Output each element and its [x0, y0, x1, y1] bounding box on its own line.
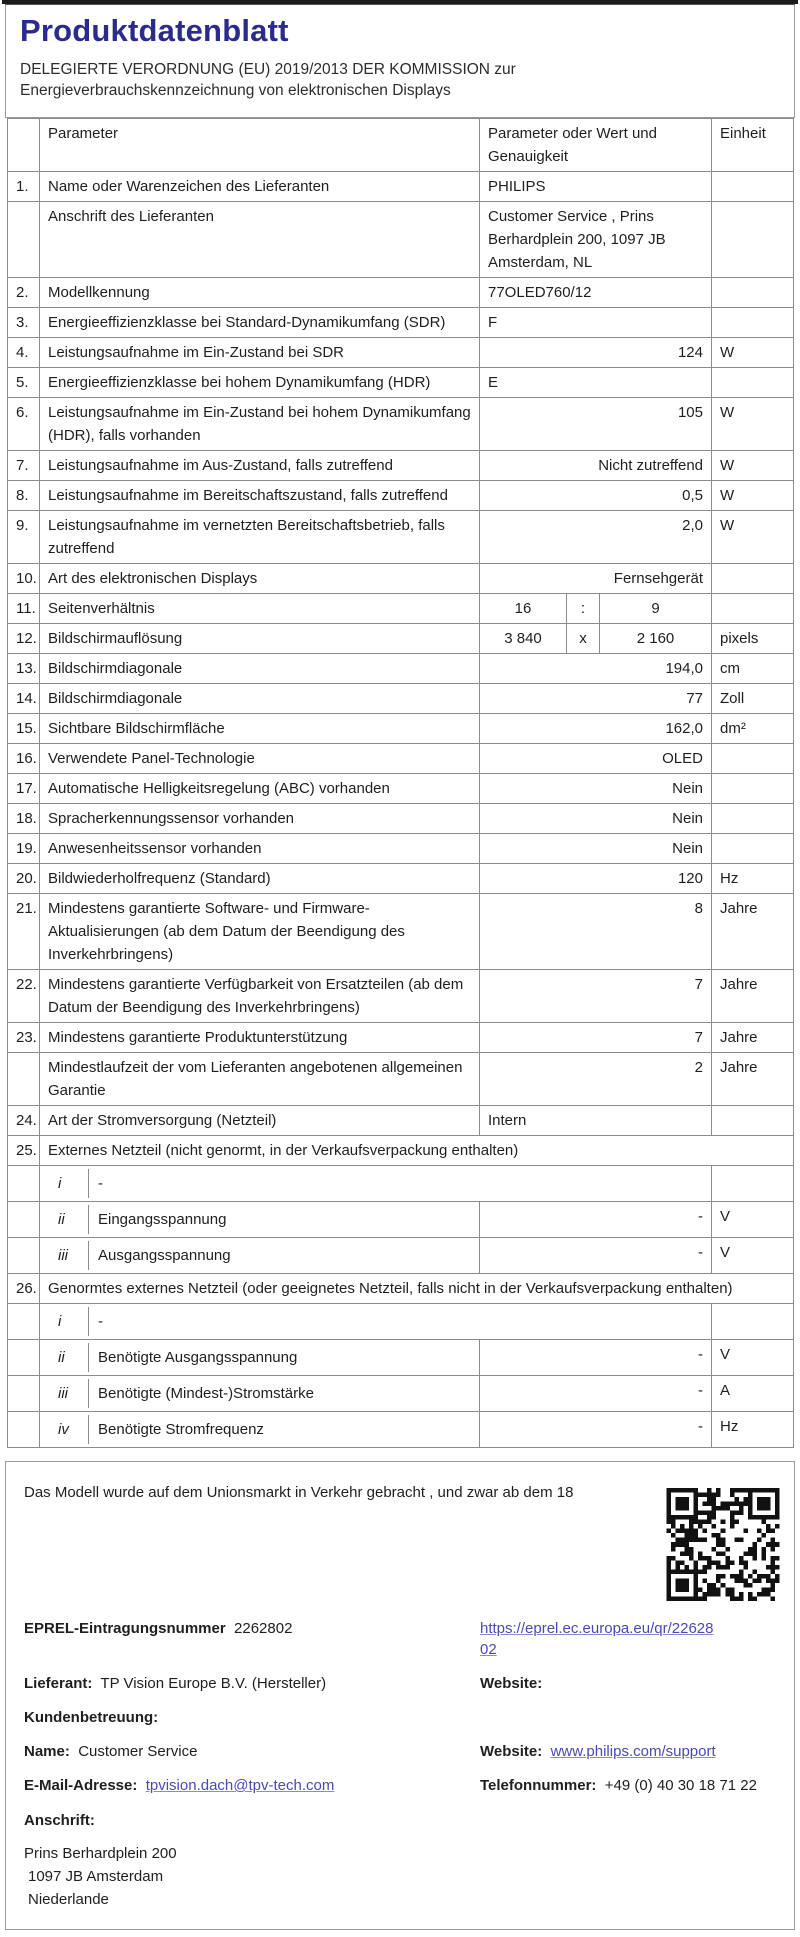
- section-label-cell: Externes Netzteil (nicht genormt, in der Verkaufsverpackung enthalten): [40, 1136, 794, 1166]
- row-number-cell: 14.: [8, 684, 40, 714]
- value-cell: 7: [480, 970, 712, 1023]
- sub-parameter-cell: [40, 1304, 712, 1340]
- value-cell: PHILIPS: [480, 172, 712, 202]
- table-row: [8, 804, 794, 834]
- table-row: [8, 714, 794, 744]
- table-row: [8, 202, 794, 278]
- supplier-label: Lieferant:: [24, 1675, 93, 1692]
- footer-details: [24, 1618, 776, 1911]
- unit-cell: W: [712, 451, 794, 481]
- parameter-cell: Bildschirmdiagonale: [40, 654, 480, 684]
- unit-cell: [712, 1166, 794, 1202]
- row-number-cell: 3.: [8, 308, 40, 338]
- unit-cell: Jahre: [712, 1053, 794, 1106]
- sub-label: -: [98, 1313, 103, 1330]
- qr-code: [664, 1488, 782, 1601]
- table-row: [8, 172, 794, 202]
- parameter-cell: Energieeffizienzklasse bei hohem Dynamikumfang (HDR): [40, 368, 480, 398]
- row-number-cell: 24.: [8, 1106, 40, 1136]
- row-number-cell: 16.: [8, 744, 40, 774]
- support-website-link[interactable]: www.philips.com/support: [550, 1743, 716, 1760]
- value-part-2: 2 160: [636, 630, 675, 647]
- table-row: [8, 511, 794, 564]
- row-number-cell: [8, 1238, 40, 1274]
- row-number-cell: 5.: [8, 368, 40, 398]
- unit-cell: V: [712, 1340, 794, 1376]
- eprel-link[interactable]: https://eprel.ec.europa.eu/qr/2262802: [480, 1620, 714, 1658]
- table-row: [8, 970, 794, 1023]
- unit-cell: [712, 834, 794, 864]
- table-row: [8, 398, 794, 451]
- unit-cell: dm²: [712, 714, 794, 744]
- parameter-cell: Leistungsaufnahme im Bereitschaftszustand, falls zutreffend: [40, 481, 480, 511]
- parameter-cell: Bildschirmauflösung: [40, 624, 480, 654]
- address-label: Anschrift:: [24, 1812, 95, 1829]
- table-header-row: [8, 119, 794, 172]
- sub-index: i: [48, 1307, 89, 1336]
- unit-cell: W: [712, 338, 794, 368]
- unit-cell: [712, 744, 794, 774]
- unit-cell: Zoll: [712, 684, 794, 714]
- col-header-value: Parameter oder Wert und Genauigkeit: [480, 119, 712, 172]
- address-row: [24, 1809, 776, 1911]
- table-row: [8, 1340, 794, 1376]
- table-row: [8, 1412, 794, 1448]
- value-cell: 0,5: [480, 481, 712, 511]
- value-cell: 124: [480, 338, 712, 368]
- table-row: [8, 1202, 794, 1238]
- row-number-cell: [8, 1053, 40, 1106]
- address-line-1: Prins Berhardplein 200: [24, 1845, 177, 1862]
- value-cell: E: [480, 368, 712, 398]
- email-phone-row: [24, 1775, 776, 1796]
- unit-cell: [712, 1106, 794, 1136]
- sub-label: Benötigte Stromfrequenz: [98, 1421, 264, 1438]
- parameter-cell: Art der Stromversorgung (Netzteil): [40, 1106, 480, 1136]
- parameter-cell: Spracherkennungssensor vorhanden: [40, 804, 480, 834]
- website-label: Website:: [480, 1675, 543, 1692]
- row-number-cell: 4.: [8, 338, 40, 368]
- row-number-cell: 12.: [8, 624, 40, 654]
- sub-parameter-cell: [40, 1376, 480, 1412]
- row-number-cell: 15.: [8, 714, 40, 744]
- parameter-cell: Modellkennung: [40, 278, 480, 308]
- customer-care-label: Kundenbetreuung:: [24, 1709, 159, 1726]
- unit-cell: [712, 202, 794, 278]
- table-row: [8, 774, 794, 804]
- unit-cell: V: [712, 1202, 794, 1238]
- value-separator: x: [567, 624, 600, 653]
- col-header-parameter: Parameter: [40, 119, 480, 172]
- sub-index: ii: [48, 1205, 89, 1234]
- col-header-unit: Einheit: [712, 119, 794, 172]
- table-row: [8, 1023, 794, 1053]
- phone-value: +49 (0) 40 30 18 71 22: [604, 1777, 757, 1794]
- row-number-cell: 2.: [8, 278, 40, 308]
- sub-index: iv: [48, 1415, 89, 1444]
- parameter-cell: Leistungsaufnahme im Ein-Zustand bei hohem Dynamikumfang (HDR), falls vorhanden: [40, 398, 480, 451]
- value-cell: 105: [480, 398, 712, 451]
- unit-cell: [712, 1304, 794, 1340]
- value-cell: 2: [480, 1053, 712, 1106]
- page-title: Produktdatenblatt: [20, 13, 289, 48]
- eprel-number: 2262802: [234, 1620, 293, 1637]
- value-cell: 7: [480, 1023, 712, 1053]
- value-cell: 194,0: [480, 654, 712, 684]
- row-number-cell: 17.: [8, 774, 40, 804]
- value-cell: 8: [480, 894, 712, 970]
- row-number-cell: 13.: [8, 654, 40, 684]
- unit-cell: [712, 368, 794, 398]
- unit-cell: Jahre: [712, 970, 794, 1023]
- sub-label: -: [98, 1175, 103, 1192]
- sub-index: iii: [48, 1241, 89, 1270]
- row-number-cell: 23.: [8, 1023, 40, 1053]
- parameter-cell: Automatische Helligkeitsregelung (ABC) vorhanden: [40, 774, 480, 804]
- table-row: [8, 834, 794, 864]
- value-cell: -: [480, 1202, 712, 1238]
- sub-index: i: [48, 1169, 89, 1198]
- unit-cell: pixels: [712, 624, 794, 654]
- value-cell: [480, 624, 712, 654]
- row-number-cell: 10.: [8, 564, 40, 594]
- row-number-cell: [8, 1376, 40, 1412]
- value-cell: 120: [480, 864, 712, 894]
- address-line-2: 1097 JB Amsterdam: [28, 1868, 164, 1885]
- parameter-cell: Seitenverhältnis: [40, 594, 480, 624]
- section-label-cell: Genormtes externes Netzteil (oder geeignetes Netzteil, falls nicht in der Verkaufsverpackung enthalten): [40, 1274, 794, 1304]
- table-row: [8, 1053, 794, 1106]
- row-number-cell: 7.: [8, 451, 40, 481]
- table-row: [8, 308, 794, 338]
- table-row: [8, 1274, 794, 1304]
- parameter-cell: Mindestlaufzeit der vom Lieferanten angebotenen allgemeinen Garantie: [40, 1053, 480, 1106]
- sub-index: iii: [48, 1379, 89, 1408]
- row-number-cell: [8, 1166, 40, 1202]
- parameter-cell: Energieeffizienzklasse bei Standard-Dynamikumfang (SDR): [40, 308, 480, 338]
- parameter-cell: Anschrift des Lieferanten: [40, 202, 480, 278]
- email-link[interactable]: tpvision.dach@tpv-tech.com: [145, 1777, 335, 1794]
- value-separator: :: [567, 594, 600, 623]
- footer: [5, 1461, 795, 1930]
- table-row: [8, 368, 794, 398]
- parameter-cell: Name oder Warenzeichen des Lieferanten: [40, 172, 480, 202]
- email-label: E-Mail-Adresse:: [24, 1777, 138, 1794]
- value-cell: Nicht zutreffend: [480, 451, 712, 481]
- value-part-2: 9: [651, 600, 660, 617]
- row-number-cell: 26.: [8, 1274, 40, 1304]
- header: [5, 4, 795, 118]
- market-note-row: [24, 1482, 776, 1608]
- table-row: [8, 624, 794, 654]
- sub-parameter-cell: [40, 1166, 712, 1202]
- table-row: [8, 564, 794, 594]
- table-row: [8, 1106, 794, 1136]
- eprel-label: EPREL-Eintragungsnummer: [24, 1620, 226, 1637]
- parameter-cell: Verwendete Panel-Technologie: [40, 744, 480, 774]
- col-header-number: [8, 119, 40, 172]
- table-row: [8, 338, 794, 368]
- sub-label: Eingangsspannung: [98, 1211, 227, 1228]
- eprel-row: [24, 1618, 776, 1660]
- table-row: [8, 1304, 794, 1340]
- value-part-1: 16: [480, 594, 567, 623]
- value-cell: Nein: [480, 834, 712, 864]
- parameter-cell: Bildschirmdiagonale: [40, 684, 480, 714]
- unit-cell: [712, 594, 794, 624]
- value-cell: -: [480, 1238, 712, 1274]
- unit-cell: W: [712, 481, 794, 511]
- table-row: [8, 594, 794, 624]
- row-number-cell: 1.: [8, 172, 40, 202]
- parameter-cell: Anwesenheitssensor vorhanden: [40, 834, 480, 864]
- table-row: [8, 1136, 794, 1166]
- table-row: [8, 481, 794, 511]
- parameter-cell: Bildwiederholfrequenz (Standard): [40, 864, 480, 894]
- unit-cell: W: [712, 511, 794, 564]
- parameter-cell: Mindestens garantierte Verfügbarkeit von Ersatzteilen (ab dem Datum der Beendigung des Inverkehrbringens): [40, 970, 480, 1023]
- parameter-cell: Mindestens garantierte Software- und Firmware-Aktualisierungen (ab dem Datum der Beendigung des Inverkehrbringens): [40, 894, 480, 970]
- table-row: [8, 864, 794, 894]
- sub-label: Ausgangsspannung: [98, 1247, 231, 1264]
- row-number-cell: [8, 202, 40, 278]
- row-number-cell: 6.: [8, 398, 40, 451]
- row-number-cell: 8.: [8, 481, 40, 511]
- sub-parameter-cell: [40, 1238, 480, 1274]
- unit-cell: Jahre: [712, 1023, 794, 1053]
- support-website-label: Website:: [480, 1743, 543, 1760]
- table-row: [8, 684, 794, 714]
- value-cell: 77: [480, 684, 712, 714]
- parameter-cell: Leistungsaufnahme im Aus-Zustand, falls zutreffend: [40, 451, 480, 481]
- name-value: Customer Service: [78, 1743, 198, 1760]
- parameter-table: [7, 118, 794, 1448]
- row-number-cell: [8, 1202, 40, 1238]
- value-cell: Customer Service , Prins Berhardplein 200, 1097 JB Amsterdam, NL: [480, 202, 712, 278]
- row-number-cell: [8, 1340, 40, 1376]
- unit-cell: [712, 308, 794, 338]
- sub-label: Benötigte (Mindest-)Stromstärke: [98, 1385, 314, 1402]
- row-number-cell: [8, 1412, 40, 1448]
- table-row: [8, 278, 794, 308]
- parameter-cell: Leistungsaufnahme im Ein-Zustand bei SDR: [40, 338, 480, 368]
- value-cell: 2,0: [480, 511, 712, 564]
- value-cell: -: [480, 1412, 712, 1448]
- sub-parameter-cell: [40, 1202, 480, 1238]
- unit-cell: [712, 774, 794, 804]
- unit-cell: [712, 172, 794, 202]
- supplier-row: [24, 1673, 776, 1694]
- row-number-cell: 22.: [8, 970, 40, 1023]
- value-cell: -: [480, 1340, 712, 1376]
- unit-cell: cm: [712, 654, 794, 684]
- name-label: Name:: [24, 1743, 70, 1760]
- value-cell: Nein: [480, 774, 712, 804]
- row-number-cell: 18.: [8, 804, 40, 834]
- row-number-cell: 20.: [8, 864, 40, 894]
- row-number-cell: 9.: [8, 511, 40, 564]
- parameter-cell: Leistungsaufnahme im vernetzten Bereitschaftsbetrieb, falls zutreffend: [40, 511, 480, 564]
- unit-cell: Hz: [712, 864, 794, 894]
- value-part-1: 3 840: [480, 624, 567, 653]
- row-number-cell: 21.: [8, 894, 40, 970]
- value-cell: Nein: [480, 804, 712, 834]
- unit-cell: V: [712, 1238, 794, 1274]
- value-cell: -: [480, 1376, 712, 1412]
- parameter-cell: Mindestens garantierte Produktunterstützung: [40, 1023, 480, 1053]
- customer-care-row: [24, 1707, 776, 1728]
- market-note: Das Modell wurde auf dem Unionsmarkt in Verkehr gebracht , und zwar ab dem 18: [24, 1484, 574, 1501]
- value-cell: Intern: [480, 1106, 712, 1136]
- row-number-cell: [8, 1304, 40, 1340]
- unit-cell: A: [712, 1376, 794, 1412]
- unit-cell: [712, 278, 794, 308]
- unit-cell: W: [712, 398, 794, 451]
- table-row: [8, 1238, 794, 1274]
- table-row: [8, 744, 794, 774]
- regulation-line-2: Energieverbrauchskennzeichnung von elektronischen Displays: [20, 82, 451, 99]
- regulation-subtitle: [20, 59, 780, 101]
- unit-cell: Jahre: [712, 894, 794, 970]
- regulation-line-1: DELEGIERTE VERORDNUNG (EU) 2019/2013 DER KOMMISSION zur: [20, 61, 516, 78]
- parameter-cell: Sichtbare Bildschirmfläche: [40, 714, 480, 744]
- sub-parameter-cell: [40, 1340, 480, 1376]
- table-row: [8, 1376, 794, 1412]
- sub-index: ii: [48, 1343, 89, 1372]
- supplier-value: TP Vision Europe B.V. (Hersteller): [100, 1675, 327, 1692]
- table-row: [8, 451, 794, 481]
- phone-label: Telefonnummer:: [480, 1777, 597, 1794]
- unit-cell: [712, 564, 794, 594]
- value-cell: 162,0: [480, 714, 712, 744]
- address-line-3: Niederlande: [28, 1891, 109, 1908]
- unit-cell: [712, 804, 794, 834]
- table-row: [8, 894, 794, 970]
- value-cell: 77OLED760/12: [480, 278, 712, 308]
- parameter-cell: Art des elektronischen Displays: [40, 564, 480, 594]
- sub-parameter-cell: [40, 1412, 480, 1448]
- row-number-cell: 19.: [8, 834, 40, 864]
- unit-cell: Hz: [712, 1412, 794, 1448]
- value-cell: Fernsehgerät: [480, 564, 712, 594]
- table-row: [8, 654, 794, 684]
- value-cell: [480, 594, 712, 624]
- row-number-cell: 25.: [8, 1136, 40, 1166]
- sub-label: Benötigte Ausgangsspannung: [98, 1349, 298, 1366]
- value-cell: OLED: [480, 744, 712, 774]
- value-cell: F: [480, 308, 712, 338]
- name-row: [24, 1741, 776, 1762]
- table-row: [8, 1166, 794, 1202]
- row-number-cell: 11.: [8, 594, 40, 624]
